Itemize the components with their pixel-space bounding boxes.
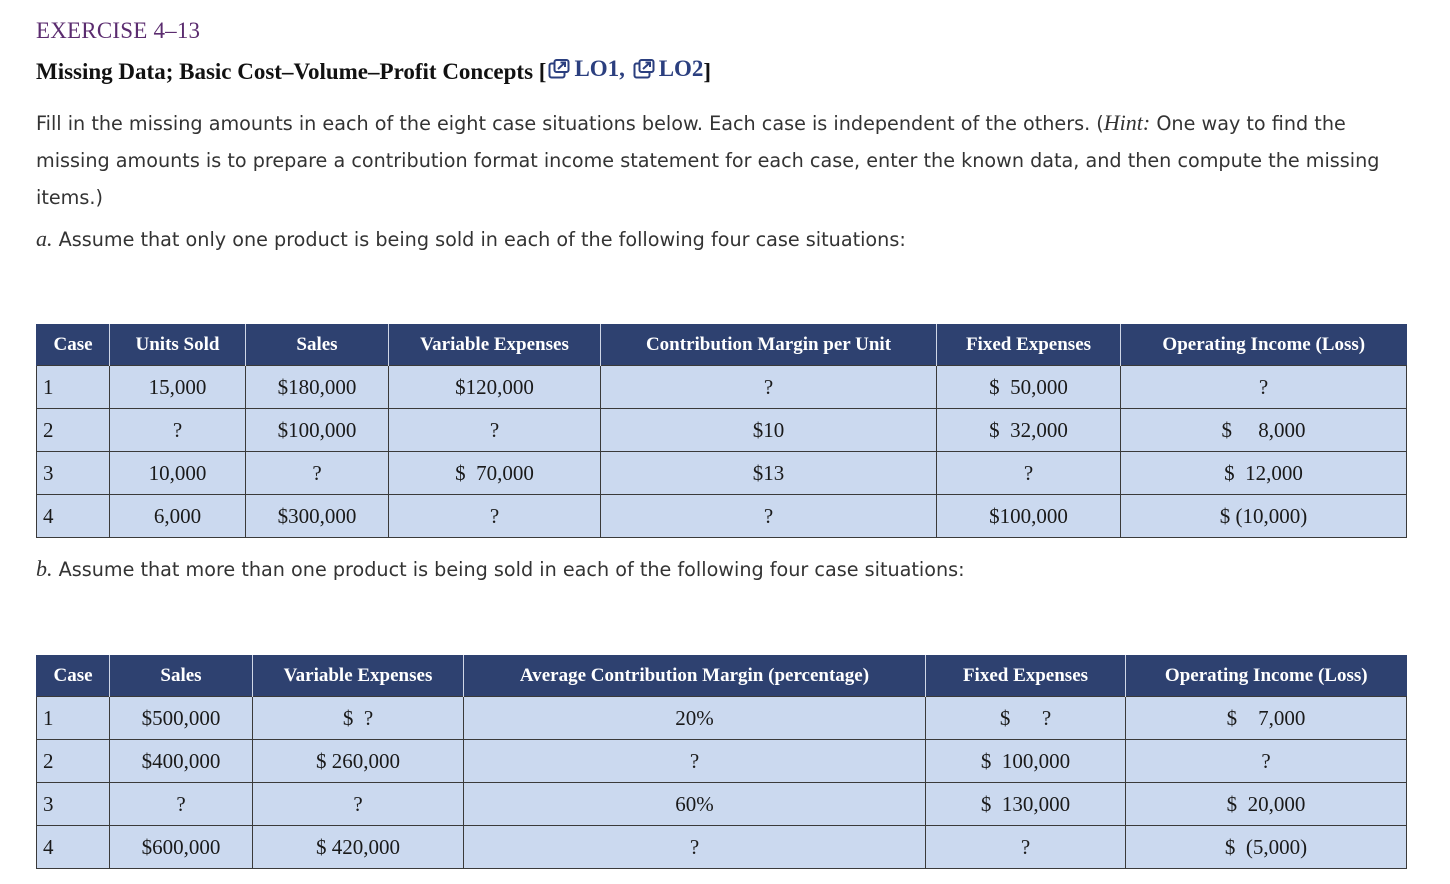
table-cell: $ ? [926,697,1126,740]
table-cell: $13 [601,452,937,495]
part-a-letter: a. [36,226,53,251]
table-cell: ? [110,783,253,826]
table-cell: $ 420,000 [253,826,464,869]
external-link-icon [548,59,570,79]
table-cell: $ 7,000 [1126,697,1407,740]
table-cell: 3 [37,452,110,495]
external-link-icon [633,59,655,79]
table-cell: 2 [37,740,110,783]
table-cell: ? [601,495,937,538]
table-cell: ? [1126,740,1407,783]
lo1-label: LO1, [574,56,625,81]
table-cell: $600,000 [110,826,253,869]
table-row [37,740,1407,783]
table-cell: $ 8,000 [1121,409,1407,452]
table-cell: 3 [37,783,110,826]
intro-text-2: One way to find the missing amounts is to prepare a contribution format income statement for each case, enter the known data, and then compute the missing items.) [36,112,1380,209]
table-cell: 1 [37,366,110,409]
col-header: Sales [246,324,389,366]
table-cell: ? [464,740,926,783]
table-cell: 20% [464,697,926,740]
exercise-title-text: Missing Data; Basic Cost–Volume–Profit Concepts [ [36,59,547,84]
col-header: Case [37,655,110,697]
col-header: Operating Income (Loss) [1126,655,1407,697]
table-cell: 15,000 [110,366,246,409]
table-cell: $500,000 [110,697,253,740]
table-cell: $ (10,000) [1121,495,1407,538]
col-header: Average Contribution Margin (percentage) [464,655,926,697]
part-b-letter: b. [36,556,53,581]
table-cell: $10 [601,409,937,452]
multi-product-table [36,655,1407,869]
table-cell: $300,000 [246,495,389,538]
lo2-link[interactable] [631,56,704,82]
table-cell: ? [937,452,1121,495]
table-cell: ? [464,826,926,869]
table-row [37,452,1407,495]
table-row [37,783,1407,826]
table-cell: ? [1121,366,1407,409]
table-cell: ? [601,366,937,409]
table-cell: $100,000 [246,409,389,452]
col-header: Fixed Expenses [937,324,1121,366]
single-product-table [36,324,1407,538]
table-cell: $ 100,000 [926,740,1126,783]
table-cell: 4 [37,826,110,869]
col-header: Sales [110,655,253,697]
col-header: Units Sold [110,324,246,366]
table-row [37,495,1407,538]
table-cell: $ 70,000 [389,452,601,495]
table-cell: $ 20,000 [1126,783,1407,826]
col-header: Contribution Margin per Unit [601,324,937,366]
exercise-number: EXERCISE 4–13 [36,18,201,43]
table-cell: $120,000 [389,366,601,409]
table-cell: 10,000 [110,452,246,495]
table-cell: $100,000 [937,495,1121,538]
table-cell: ? [253,783,464,826]
hint-label: Hint: [1103,110,1151,135]
table-cell: ? [246,452,389,495]
table-row [37,409,1407,452]
part-a-text: Assume that only one product is being sold in each of the following four case situations: [52,228,906,251]
table-cell: 6,000 [110,495,246,538]
part-b-text: Assume that more than one product is being sold in each of the following four case situations: [52,558,965,581]
table-cell: $ 12,000 [1121,452,1407,495]
table-cell: $ ? [253,697,464,740]
table-header-row [37,655,1407,697]
lo2-label: LO2 [658,56,704,81]
col-header: Fixed Expenses [926,655,1126,697]
table-header-row [37,324,1407,366]
table-cell: 1 [37,697,110,740]
col-header: Operating Income (Loss) [1121,324,1407,366]
table-cell: 2 [37,409,110,452]
table-cell: $400,000 [110,740,253,783]
table-row [37,826,1407,869]
table-cell: $ 260,000 [253,740,464,783]
table-cell: $ 32,000 [937,409,1121,452]
table-cell: $ 50,000 [937,366,1121,409]
col-header: Variable Expenses [253,655,464,697]
table-cell: ? [389,495,601,538]
table-cell: $ 130,000 [926,783,1126,826]
table-cell: ? [110,409,246,452]
table-cell: $180,000 [246,366,389,409]
table-cell: ? [389,409,601,452]
exercise-title-close: ] [703,59,712,84]
table-cell: $ (5,000) [1126,826,1407,869]
part-b-instruction [36,556,965,582]
table-row [37,366,1407,409]
table-cell: 4 [37,495,110,538]
part-a-instruction [36,226,906,252]
lo1-link[interactable] [546,56,624,82]
intro-text-1: Fill in the missing amounts in each of the eight case situations below. Each case is independent of the others. ( [36,112,1104,135]
table-row [37,697,1407,740]
table-cell: ? [926,826,1126,869]
col-header: Case [37,324,110,366]
table-cell: 60% [464,783,926,826]
intro-paragraph [36,104,1406,216]
col-header: Variable Expenses [389,324,601,366]
exercise-title [36,56,711,85]
